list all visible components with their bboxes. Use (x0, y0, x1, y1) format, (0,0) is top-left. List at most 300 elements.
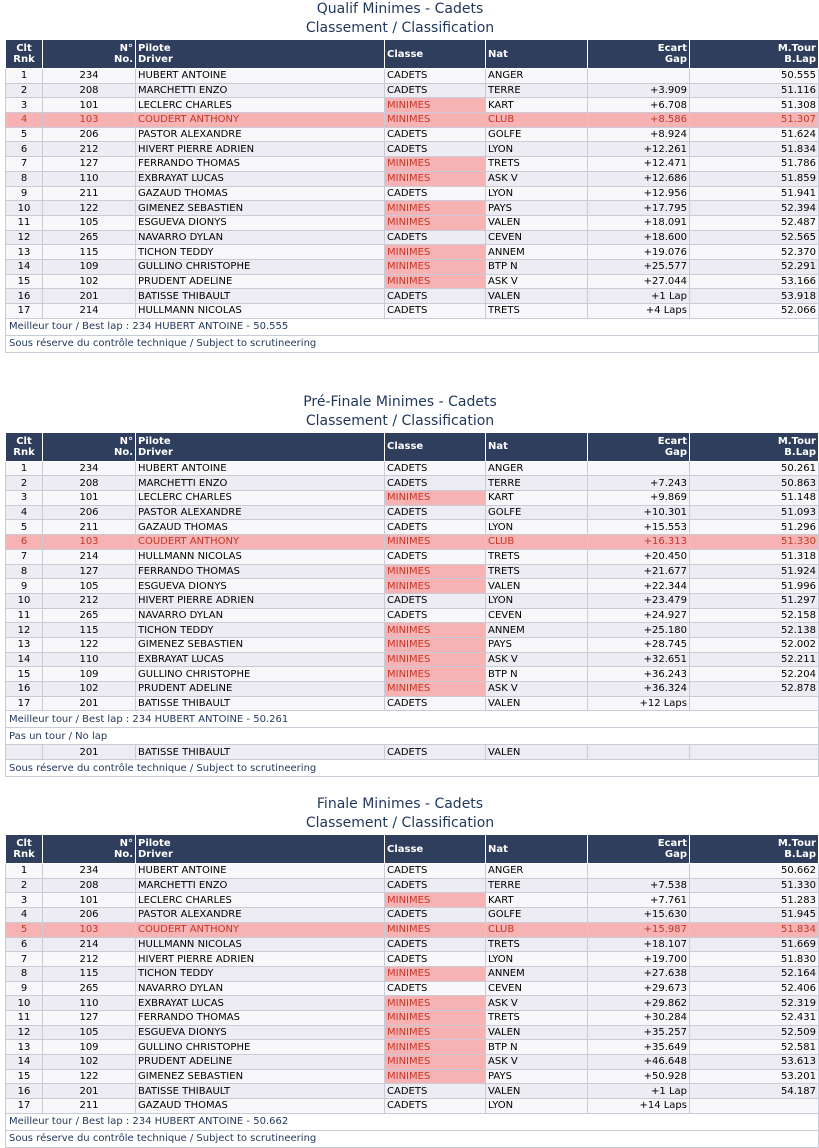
cell-rank: 15 (6, 274, 43, 289)
cell-number: 103 (43, 922, 136, 937)
cell-class: CADETS (385, 593, 486, 608)
cell-number: 122 (43, 637, 136, 652)
table-row (6, 1069, 819, 1084)
results-table (5, 39, 819, 353)
cell-gap: +21.677 (588, 564, 690, 579)
cell-best-lap: 51.307 (690, 113, 819, 128)
table-row (6, 952, 819, 967)
cell-class: MINIMES (385, 171, 486, 186)
cell-nat: TRETS (486, 304, 588, 319)
cell-gap: +16.313 (588, 535, 690, 550)
cell-rank: 6 (6, 937, 43, 952)
table-row (6, 1040, 819, 1055)
header-gap-en: Gap (664, 849, 687, 861)
cell-gap: +25.577 (588, 259, 690, 274)
table-row (6, 696, 819, 711)
cell-nat: TERRE (486, 878, 588, 893)
cell-class: MINIMES (385, 201, 486, 216)
cell-number: 212 (43, 593, 136, 608)
cell-class: MINIMES (385, 564, 486, 579)
cell-rank: 10 (6, 996, 43, 1011)
cell-class: MINIMES (385, 259, 486, 274)
table-row (6, 652, 819, 667)
header-gap-fr: Ecart (657, 838, 687, 850)
cell-rank: 9 (6, 981, 43, 996)
cell-gap: +25.180 (588, 623, 690, 638)
cell-gap: +22.344 (588, 579, 690, 594)
cell-nat: ASK V (486, 652, 588, 667)
cell-gap: +8.586 (588, 113, 690, 128)
cell-number: 265 (43, 608, 136, 623)
note-text: Sous réserve du contrôle technique / Subject to scrutineering (6, 335, 819, 352)
cell-best-lap: 52.431 (690, 1010, 819, 1025)
cell-best-lap: 53.201 (690, 1069, 819, 1084)
cell-driver: MARCHETTI ENZO (136, 83, 385, 98)
cell-class: MINIMES (385, 682, 486, 697)
table-row (6, 505, 819, 520)
cell-nat: KART (486, 893, 588, 908)
cell-driver: PASTOR ALEXANDRE (136, 127, 385, 142)
cell-best-lap: 51.941 (690, 186, 819, 201)
cell-gap: +19.076 (588, 245, 690, 260)
header-number-en: No. (113, 446, 133, 458)
cell-best-lap: 52.002 (690, 637, 819, 652)
cell-nat: TRETS (486, 157, 588, 172)
table-row (6, 83, 819, 98)
cell-driver: NAVARRO DYLAN (136, 230, 385, 245)
header-class: Classe (385, 432, 486, 461)
section-title: Qualif Minimes - Cadets (316, 1, 484, 17)
cell-class: MINIMES (385, 1069, 486, 1084)
cell-gap: +29.862 (588, 996, 690, 1011)
cell-gap: +23.479 (588, 593, 690, 608)
cell-nat: LYON (486, 593, 588, 608)
table-row (6, 201, 819, 216)
cell-driver: GULLINO CHRISTOPHE (136, 667, 385, 682)
cell-number: 208 (43, 476, 136, 491)
cell-best-lap: 51.924 (690, 564, 819, 579)
cell-driver: GAZAUD THOMAS (136, 1099, 385, 1114)
cell-class: MINIMES (385, 535, 486, 550)
cell-nat: LYON (486, 186, 588, 201)
cell-nat: TERRE (486, 476, 588, 491)
table-row (6, 981, 819, 996)
cell-nat: CEVEN (486, 230, 588, 245)
cell-class: CADETS (385, 745, 486, 760)
table-row (6, 245, 819, 260)
cell-number: 208 (43, 878, 136, 893)
header-driver-fr: Pilote (138, 435, 171, 447)
cell-rank: 8 (6, 966, 43, 981)
note-text: Meilleur tour / Best lap : 234 HUBERT ANTOINE - 50.662 (6, 1113, 819, 1130)
table-row (6, 274, 819, 289)
cell-number: 115 (43, 623, 136, 638)
table-row (6, 230, 819, 245)
cell-driver: GIMENEZ SEBASTIEN (136, 637, 385, 652)
cell-gap: +1 Lap (588, 1084, 690, 1099)
header-driver-en: Driver (138, 446, 173, 458)
header-best-lap (690, 835, 819, 864)
table-row (6, 157, 819, 172)
table-row (6, 549, 819, 564)
table-row (6, 564, 819, 579)
cell-gap: +12.471 (588, 157, 690, 172)
table-row (6, 937, 819, 952)
cell-rank: 10 (6, 201, 43, 216)
cell-gap: +7.538 (588, 878, 690, 893)
cell-nat: CEVEN (486, 981, 588, 996)
cell-number: 214 (43, 304, 136, 319)
header-number-en: No. (113, 54, 133, 65)
cell-driver: GAZAUD THOMAS (136, 186, 385, 201)
cell-nat: VALEN (486, 745, 588, 760)
cell-number: 201 (43, 696, 136, 711)
cell-nat: ANNEM (486, 966, 588, 981)
cell-best-lap: 51.669 (690, 937, 819, 952)
cell-driver: PRUDENT ADELINE (136, 682, 385, 697)
cell-best-lap (690, 696, 819, 711)
cell-driver: PASTOR ALEXANDRE (136, 505, 385, 520)
cell-rank: 7 (6, 549, 43, 564)
cell-gap (588, 745, 690, 760)
cell-gap: +20.450 (588, 549, 690, 564)
cell-nat: VALEN (486, 696, 588, 711)
cell-class: MINIMES (385, 996, 486, 1011)
cell-rank: 16 (6, 289, 43, 304)
cell-driver: ESGUEVA DIONYS (136, 215, 385, 230)
cell-gap: +6.708 (588, 98, 690, 113)
cell-nat: ANGER (486, 461, 588, 476)
cell-nat: ASK V (486, 171, 588, 186)
cell-best-lap (690, 745, 819, 760)
cell-driver: TICHON TEDDY (136, 245, 385, 260)
cell-driver: COUDERT ANTHONY (136, 922, 385, 937)
header-gap (588, 432, 690, 461)
header-gap-fr: Ecart (657, 43, 687, 54)
cell-best-lap: 51.116 (690, 83, 819, 98)
cell-driver: TICHON TEDDY (136, 623, 385, 638)
note-row (6, 711, 819, 728)
cell-driver: GIMENEZ SEBASTIEN (136, 201, 385, 216)
cell-rank: 17 (6, 304, 43, 319)
cell-gap: +10.301 (588, 505, 690, 520)
cell-gap: +18.107 (588, 937, 690, 952)
cell-driver: PASTOR ALEXANDRE (136, 908, 385, 923)
results-section (5, 795, 816, 1148)
cell-driver: HIVERT PIERRE ADRIEN (136, 142, 385, 157)
cell-number: 127 (43, 564, 136, 579)
cell-driver: FERRANDO THOMAS (136, 564, 385, 579)
cell-rank: 3 (6, 98, 43, 113)
cell-nat: CLUB (486, 922, 588, 937)
cell-best-lap: 52.204 (690, 667, 819, 682)
cell-gap: +36.324 (588, 682, 690, 697)
cell-best-lap: 51.148 (690, 491, 819, 506)
header-gap (588, 40, 690, 69)
cell-best-lap: 51.330 (690, 535, 819, 550)
cell-nat: ANNEM (486, 245, 588, 260)
cell-gap (588, 69, 690, 84)
cell-rank: 15 (6, 667, 43, 682)
cell-class: CADETS (385, 142, 486, 157)
header-best-lap (690, 40, 819, 69)
header-nat: Nat (486, 835, 588, 864)
table-row (6, 69, 819, 84)
cell-best-lap: 51.283 (690, 893, 819, 908)
cell-rank: 13 (6, 1040, 43, 1055)
cell-driver: BATISSE THIBAULT (136, 1084, 385, 1099)
cell-gap: +36.243 (588, 667, 690, 682)
cell-class: CADETS (385, 289, 486, 304)
cell-number: 102 (43, 682, 136, 697)
header-rank (6, 432, 43, 461)
section-subtitle: Classement / Classification (305, 815, 495, 832)
cell-gap (588, 864, 690, 879)
cell-number: 122 (43, 1069, 136, 1084)
note-text: Sous réserve du contrôle technique / Subject to scrutineering (6, 760, 819, 777)
cell-class: MINIMES (385, 215, 486, 230)
cell-nat: TERRE (486, 83, 588, 98)
cell-gap: +12.261 (588, 142, 690, 157)
cell-driver: HUBERT ANTOINE (136, 69, 385, 84)
cell-gap: +35.257 (588, 1025, 690, 1040)
cell-driver: BATISSE THIBAULT (136, 696, 385, 711)
table-row (6, 1010, 819, 1025)
cell-class: CADETS (385, 83, 486, 98)
header-driver-en: Driver (138, 54, 173, 65)
cell-driver: HULLMANN NICOLAS (136, 304, 385, 319)
table-row (6, 186, 819, 201)
table-row (6, 667, 819, 682)
cell-number: 122 (43, 201, 136, 216)
cell-class: CADETS (385, 937, 486, 952)
results-table (5, 834, 819, 1148)
cell-nat: LYON (486, 952, 588, 967)
cell-class: CADETS (385, 461, 486, 476)
table-row (6, 922, 819, 937)
cell-best-lap: 52.565 (690, 230, 819, 245)
header-rank-en: Rnk (13, 54, 35, 65)
header-number (43, 835, 136, 864)
table-row (6, 304, 819, 319)
cell-number: 206 (43, 505, 136, 520)
cell-rank: 4 (6, 113, 43, 128)
note-row (6, 1130, 819, 1147)
cell-rank: 17 (6, 696, 43, 711)
table-row (6, 259, 819, 274)
cell-class: MINIMES (385, 157, 486, 172)
cell-nat: CLUB (486, 113, 588, 128)
note-text: Sous réserve du contrôle technique / Subject to scrutineering (6, 1130, 819, 1147)
table-row (6, 893, 819, 908)
cell-class: MINIMES (385, 623, 486, 638)
cell-driver: ESGUEVA DIONYS (136, 579, 385, 594)
cell-gap: +35.649 (588, 1040, 690, 1055)
cell-gap: +30.284 (588, 1010, 690, 1025)
table-row (6, 113, 819, 128)
table-row (6, 142, 819, 157)
cell-gap: +9.869 (588, 491, 690, 506)
cell-rank: 6 (6, 535, 43, 550)
cell-number: 105 (43, 215, 136, 230)
cell-class: MINIMES (385, 966, 486, 981)
cell-driver: MARCHETTI ENZO (136, 476, 385, 491)
cell-class: MINIMES (385, 922, 486, 937)
header-best-lap-fr: M.Tour (777, 43, 816, 54)
cell-best-lap: 50.555 (690, 69, 819, 84)
cell-nat: ASK V (486, 996, 588, 1011)
cell-rank (6, 745, 43, 760)
cell-number: 110 (43, 652, 136, 667)
cell-best-lap: 52.509 (690, 1025, 819, 1040)
cell-number: 115 (43, 245, 136, 260)
table-row (6, 579, 819, 594)
cell-rank: 8 (6, 564, 43, 579)
cell-gap: +19.700 (588, 952, 690, 967)
cell-best-lap: 51.859 (690, 171, 819, 186)
cell-number: 211 (43, 186, 136, 201)
cell-number: 110 (43, 171, 136, 186)
cell-gap: +15.553 (588, 520, 690, 535)
section-title: Pré-Finale Minimes - Cadets (303, 393, 497, 410)
cell-gap: +18.600 (588, 230, 690, 245)
cell-gap: +14 Laps (588, 1099, 690, 1114)
cell-nat: LYON (486, 1099, 588, 1114)
cell-nat: ASK V (486, 1055, 588, 1070)
cell-driver: NAVARRO DYLAN (136, 981, 385, 996)
cell-gap: +15.630 (588, 908, 690, 923)
cell-number: 201 (43, 289, 136, 304)
cell-gap: +28.745 (588, 637, 690, 652)
cell-rank: 5 (6, 922, 43, 937)
cell-driver: COUDERT ANTHONY (136, 113, 385, 128)
cell-rank: 2 (6, 878, 43, 893)
cell-number: 208 (43, 83, 136, 98)
header-driver-fr: Pilote (138, 838, 171, 850)
cell-gap: +27.638 (588, 966, 690, 981)
cell-number: 102 (43, 1055, 136, 1070)
header-number-fr: N° (119, 838, 133, 850)
cell-nat: CEVEN (486, 608, 588, 623)
cell-rank: 2 (6, 476, 43, 491)
cell-best-lap: 51.318 (690, 549, 819, 564)
header-class: Classe (385, 835, 486, 864)
cell-nat: PAYS (486, 1069, 588, 1084)
table-row (6, 637, 819, 652)
table-row (6, 996, 819, 1011)
cell-nat: PAYS (486, 637, 588, 652)
note-text: Meilleur tour / Best lap : 234 HUBERT ANTOINE - 50.261 (6, 711, 819, 728)
table-row (6, 608, 819, 623)
cell-class: CADETS (385, 304, 486, 319)
cell-number: 127 (43, 1010, 136, 1025)
table-row (6, 289, 819, 304)
cell-nat: CLUB (486, 535, 588, 550)
cell-nat: ANNEM (486, 623, 588, 638)
cell-driver: LECLERC CHARLES (136, 491, 385, 506)
cell-best-lap: 53.918 (690, 289, 819, 304)
cell-nat: VALEN (486, 215, 588, 230)
cell-nat: ASK V (486, 274, 588, 289)
cell-driver: PRUDENT ADELINE (136, 1055, 385, 1070)
table-row (6, 864, 819, 879)
cell-class: CADETS (385, 186, 486, 201)
cell-nat: ANGER (486, 864, 588, 879)
cell-driver: NAVARRO DYLAN (136, 608, 385, 623)
cell-number: 101 (43, 491, 136, 506)
cell-nat: GOLFE (486, 505, 588, 520)
cell-best-lap: 51.996 (690, 579, 819, 594)
cell-best-lap: 52.158 (690, 608, 819, 623)
table-row (6, 520, 819, 535)
cell-driver: HIVERT PIERRE ADRIEN (136, 593, 385, 608)
table-row (6, 476, 819, 491)
cell-best-lap: 53.166 (690, 274, 819, 289)
cell-nat: TRETS (486, 549, 588, 564)
note-row (6, 318, 819, 335)
cell-best-lap: 52.406 (690, 981, 819, 996)
cell-nat: GOLFE (486, 127, 588, 142)
cell-driver: COUDERT ANTHONY (136, 535, 385, 550)
cell-nat: ANGER (486, 69, 588, 84)
cell-class: MINIMES (385, 893, 486, 908)
cell-class: MINIMES (385, 274, 486, 289)
cell-best-lap: 51.308 (690, 98, 819, 113)
cell-best-lap: 52.394 (690, 201, 819, 216)
cell-gap: +15.987 (588, 922, 690, 937)
header-rank-en: Rnk (13, 849, 35, 861)
cell-gap: +8.924 (588, 127, 690, 142)
table-row (6, 1084, 819, 1099)
cell-class: MINIMES (385, 98, 486, 113)
cell-best-lap: 52.487 (690, 215, 819, 230)
results-section (5, 393, 816, 777)
cell-class: CADETS (385, 549, 486, 564)
header-best-lap-en: B.Lap (784, 54, 816, 65)
cell-class: CADETS (385, 505, 486, 520)
cell-nat: ASK V (486, 682, 588, 697)
cell-best-lap: 51.624 (690, 127, 819, 142)
cell-number: 109 (43, 667, 136, 682)
cell-rank: 14 (6, 259, 43, 274)
cell-rank: 14 (6, 652, 43, 667)
header-number (43, 432, 136, 461)
cell-nat: KART (486, 491, 588, 506)
header-driver-fr: Pilote (138, 43, 171, 54)
cell-driver: HULLMANN NICOLAS (136, 937, 385, 952)
cell-number: 103 (43, 535, 136, 550)
cell-driver: MARCHETTI ENZO (136, 878, 385, 893)
cell-gap: +12 Laps (588, 696, 690, 711)
cell-driver: GULLINO CHRISTOPHE (136, 1040, 385, 1055)
header-row (6, 835, 819, 864)
note-row (6, 728, 819, 745)
cell-number: 212 (43, 142, 136, 157)
cell-nat: LYON (486, 142, 588, 157)
cell-best-lap: 51.093 (690, 505, 819, 520)
cell-nat: GOLFE (486, 908, 588, 923)
header-rank-fr: Clt (16, 435, 32, 447)
cell-gap (588, 461, 690, 476)
cell-driver: ESGUEVA DIONYS (136, 1025, 385, 1040)
cell-rank: 6 (6, 142, 43, 157)
table-row (6, 1055, 819, 1070)
cell-driver: EXBRAYAT LUCAS (136, 652, 385, 667)
table-row (6, 1025, 819, 1040)
cell-class: MINIMES (385, 1025, 486, 1040)
cell-rank: 7 (6, 157, 43, 172)
cell-best-lap: 50.261 (690, 461, 819, 476)
